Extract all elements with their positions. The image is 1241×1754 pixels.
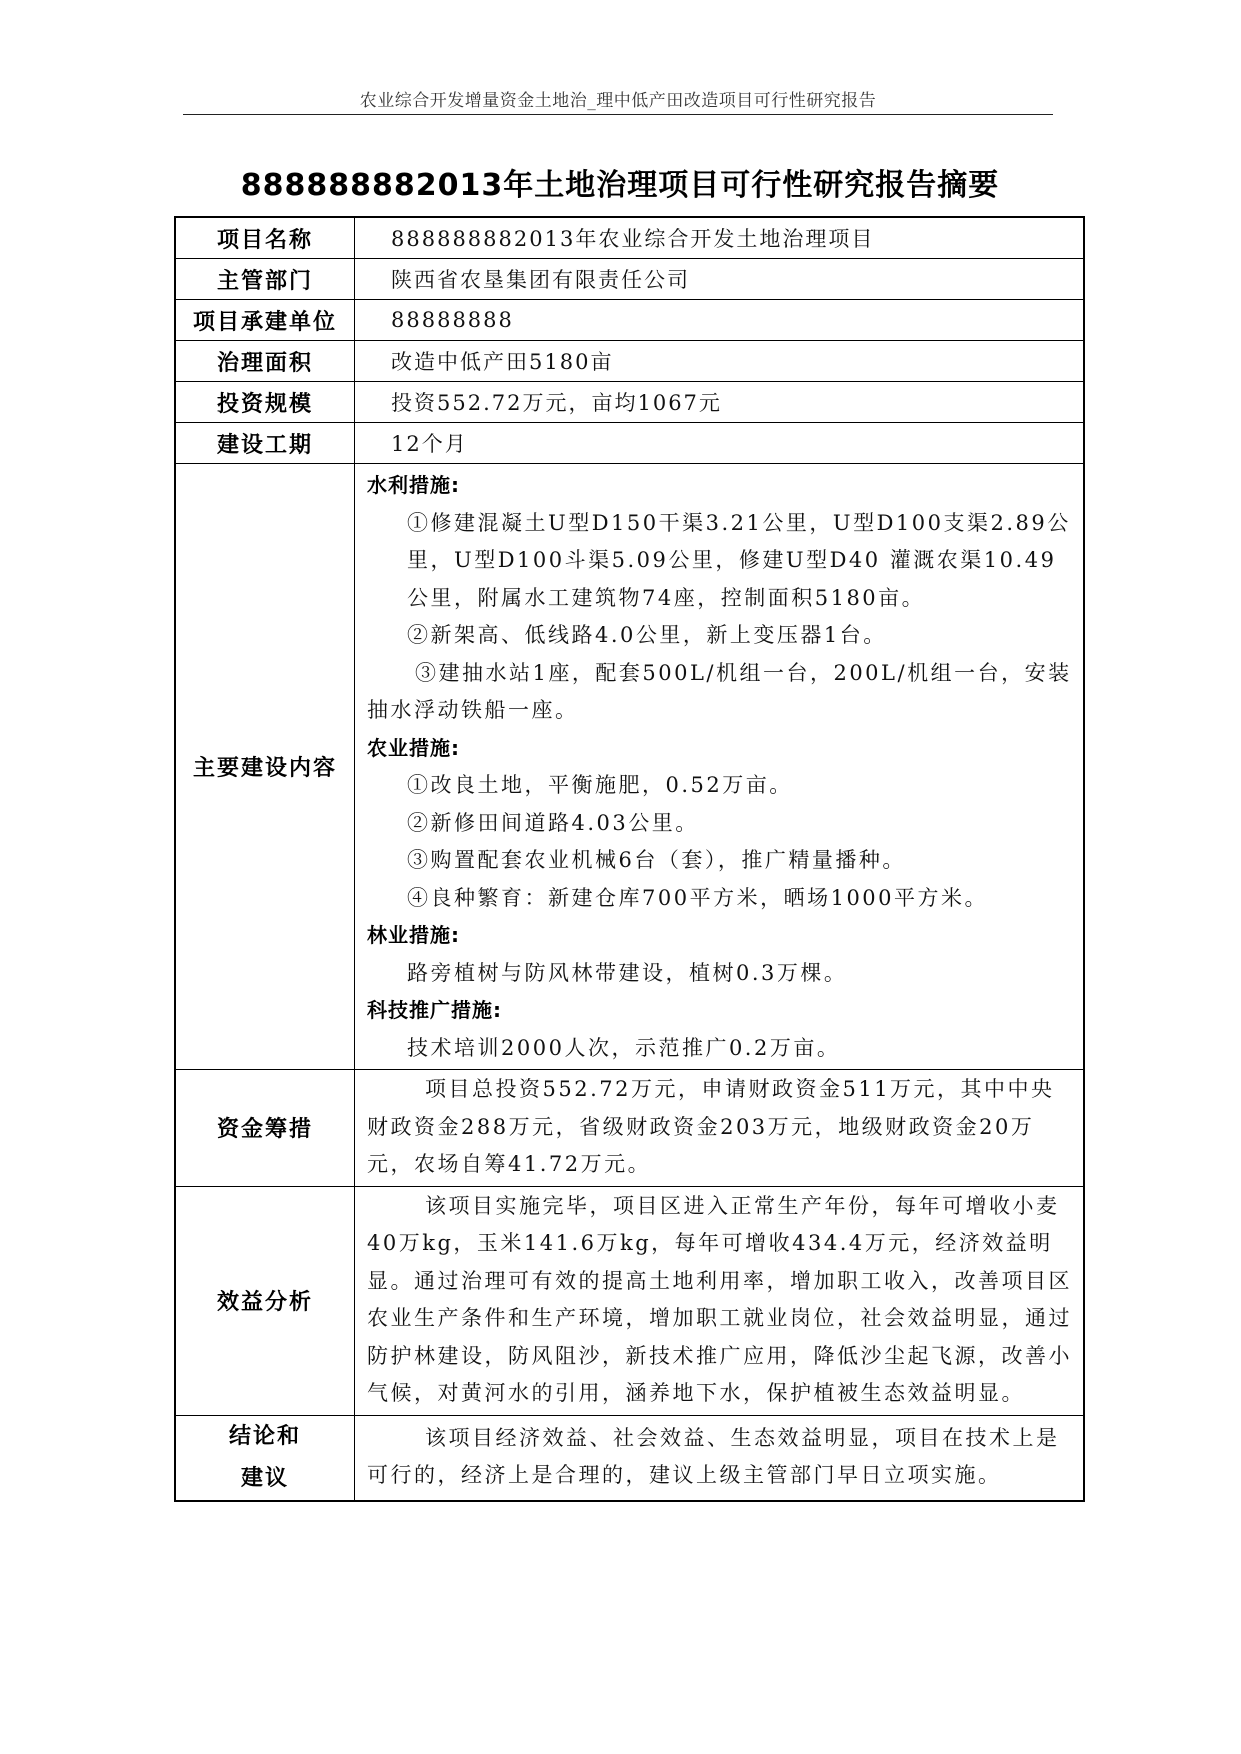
row-label: 资金筹措 — [175, 1070, 355, 1187]
tech-text: 技术培训2000人次，示范推广0.2万亩。 — [407, 1035, 841, 1060]
table-row — [175, 300, 1084, 341]
running-header: 农业综合开发增量资金土地治_理中低产田改造项目可行性研究报告 — [359, 91, 877, 111]
funding-content — [355, 1070, 1085, 1187]
list-item: ③购置配套农业机械6台（套），推广精量播种。 — [407, 848, 906, 872]
conclusion-content — [355, 1415, 1085, 1501]
list-item: ③建抽水站1座，配套500L/机组一台，200L/机组一台，安装抽水浮动铁船一座。 — [367, 660, 1072, 722]
row-label: 项目承建单位 — [175, 300, 355, 341]
table-row — [175, 423, 1084, 464]
row-label: 主管部门 — [175, 259, 355, 300]
agri-heading: 农业措施: — [367, 735, 460, 760]
conclusion-label-line1: 结论和 — [228, 1423, 301, 1449]
conclusion-text: 该项目经济效益、社会效益、生态效益明显，项目在技术上是可行的，经济上是合理的，建议上级主管部门早日立项实施。 — [367, 1425, 1060, 1487]
water-heading: 水利措施: — [367, 473, 460, 497]
table-row — [175, 259, 1084, 300]
table-row-funding — [175, 1070, 1084, 1187]
table-row-construction — [175, 464, 1084, 1070]
row-value: 投资552.72万元，亩均1067元 — [355, 382, 1085, 423]
row-label: 建设工期 — [175, 423, 355, 464]
forest-heading: 林业措施: — [367, 923, 460, 947]
list-item: ②新架高、低线路4.0公里，新上变压器1台。 — [407, 623, 887, 647]
tech-heading: 科技推广措施: — [367, 998, 502, 1022]
document-title: 888888882013年土地治理项目可行性研究报告摘要 — [240, 168, 1000, 203]
benefit-content — [355, 1186, 1085, 1415]
row-label: 主要建设内容 — [175, 464, 355, 1070]
list-item — [367, 505, 1073, 618]
table-row — [175, 382, 1084, 423]
water-item-text: ①修建混凝土U型D150干渠3.21公里，U型D100支渠2.89公里，U型D100斗渠5.09公里，修建U型D40 灌溉农渠10.49公里，附属水工建筑物74座，控制面积5180亩。 — [407, 510, 1071, 610]
table-row-benefit — [175, 1186, 1084, 1415]
table-row-conclusion — [175, 1415, 1084, 1501]
row-value: 改造中低产田5180亩 — [355, 341, 1085, 382]
list-item: ④良种繁育：新建仓库700平方米，晒场1000平方米。 — [407, 885, 989, 910]
forest-text: 路旁植树与防风林带建设，植树0.3万棵。 — [407, 960, 848, 985]
row-value: 888888882013年农业综合开发土地治理项目 — [355, 217, 1085, 259]
row-label: 效益分析 — [175, 1186, 355, 1415]
table-row — [175, 217, 1084, 259]
benefit-text: 该项目实施完毕，项目区进入正常生产年份，每年可增收小麦40万kg，玉米141.6万kg，每年可增收434.4万元，经济效益明显。通过治理可有效的提高土地利用率，增加职工收入，改善项目区农业生产条件和生产环境，增加职工就业岗位，社会效益明显，通过防护林建设，防风阻沙，新技术推广应用，降低沙尘起飞源，改善小气候，对黄河水的引用，涵养地下水，保护植被生态效益明显。 — [367, 1193, 1072, 1405]
table-row — [175, 341, 1084, 382]
row-label — [175, 1415, 355, 1501]
summary-table — [174, 216, 1085, 1502]
row-label: 项目名称 — [175, 217, 355, 259]
construction-content — [355, 464, 1085, 1070]
row-label: 治理面积 — [175, 341, 355, 382]
header-rule — [183, 114, 1053, 115]
row-value: 88888888 — [355, 300, 1085, 341]
row-value: 陕西省农垦集团有限责任公司 — [355, 259, 1085, 300]
conclusion-label-line2: 建议 — [240, 1465, 289, 1491]
list-item: ①改良土地，平衡施肥，0.52万亩。 — [407, 773, 793, 797]
funding-text: 项目总投资552.72万元，申请财政资金511万元，其中中央财政资金288万元，省级财政资金203万元，地级财政资金20万元，农场自筹41.72万元。 — [367, 1077, 1055, 1176]
row-value: 12个月 — [355, 423, 1085, 464]
row-label: 投资规模 — [175, 382, 355, 423]
list-item: ②新修田间道路4.03公里。 — [407, 810, 699, 835]
